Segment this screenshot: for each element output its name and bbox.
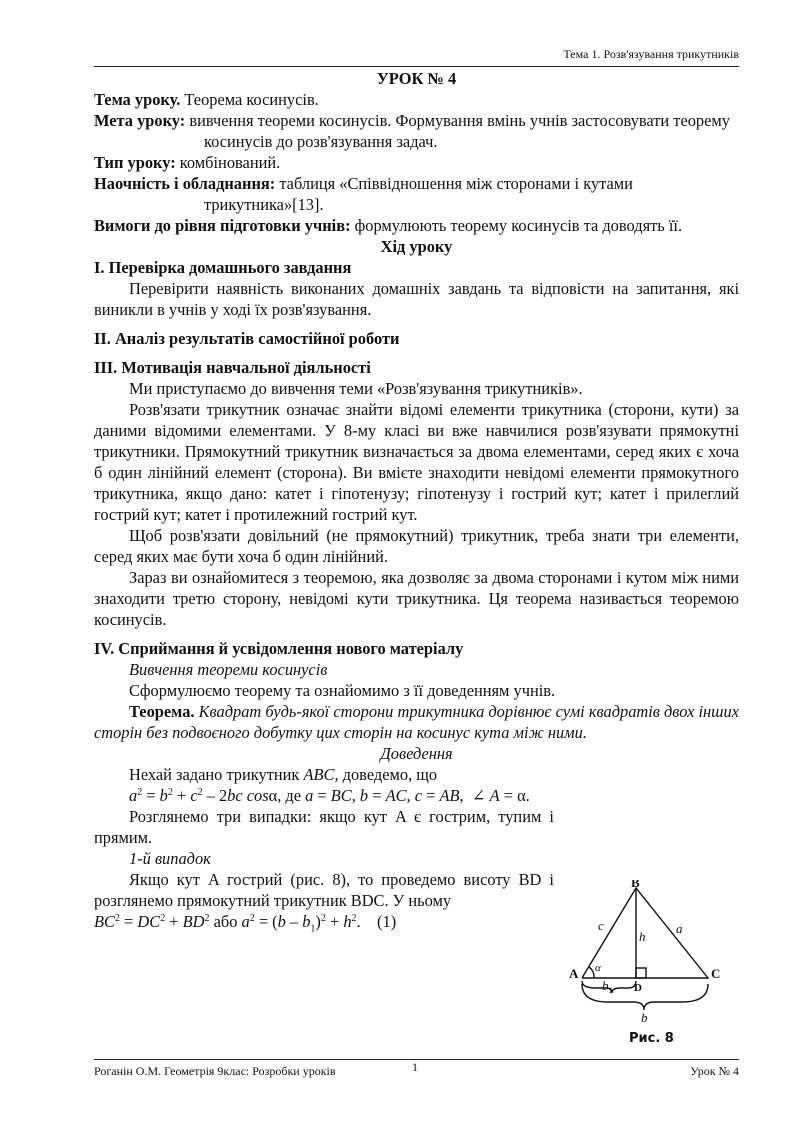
section-2-title: II. Аналіз результатів самостійної роботи — [94, 329, 400, 348]
running-head: Тема 1. Розв'язування трикутників — [563, 47, 739, 61]
proof-text — [94, 764, 554, 935]
side-a-label: a — [676, 921, 683, 936]
goal-label: Мета уроку: — [94, 111, 186, 130]
theorem-label: Теорема. — [129, 702, 195, 721]
vertex-c-label: C — [711, 966, 721, 981]
figure-caption: Рис. 8 — [629, 1031, 674, 1046]
proof-title: Доведення — [380, 744, 453, 763]
vertex-b-label: B — [631, 880, 640, 890]
section-3-paragraph-4: Зараз ви ознайомитеся з теоремою, яка дозволяє за двома сторонами і кутом між ними знаходити третю сторону, невідомі кути трикутника. Ця теорема називається теоремою косинусів. — [94, 568, 739, 629]
theorem — [94, 701, 739, 743]
proof-paragraph-1: Нехай задано трикутник ABC, доведемо, що — [129, 765, 438, 784]
equipment-value: таблиця «Співвідношення між сторонами і кутами трикутника»[13]. — [204, 174, 633, 214]
topic-value: Теорема косинусів. — [180, 90, 319, 109]
case-1-formula: $BC^2 = DC^2 + BD^2$ або $a^2 = (b - b_1)^2 + h^2$. (1) — [94, 912, 397, 935]
equipment-line — [94, 173, 739, 215]
section-3-paragraph-1: Ми приступаємо до вивчення теми «Розв'язування трикутників». — [129, 379, 583, 398]
theorem-text: Квадрат будь-якої сторони трикутника дорівнює сумі квадратів двох інших сторін без подвоєного добутку цих сторін на косинус кута між ними. — [94, 702, 739, 742]
case-1-text: Якщо кут A гострий (рис. 8), то проведемо висоту BD і розглянемо прямокутний трикутник BDC. У ньому — [94, 870, 554, 910]
section-4-title: IV. Сприймання й усвідомлення нового матеріалу — [94, 639, 464, 658]
triangle-figure — [568, 880, 738, 1050]
section-4-subtitle: Вивчення теореми косинусів — [129, 660, 328, 679]
section-3-paragraph-2: Розв'язати трикутник означає знайти відомі елементи трикутника (сторони, кути) за даними відомими елементами. У 8-му класі ви вже навчилися розв'язувати прямокутні трикутники. Прямокутний трикутник визначається за двома елементами, серед яких є хоча б один лінійний елемент (сторона). Ви вмієте знаходити невідомі елементи прямокутного трикутника, якщо дано: катет і гіпотенузу; гіпотенузу і гострий кут; катет і прилеглий гострий кут; катет і протилежний гострий кут. — [94, 400, 739, 524]
requirements-line — [94, 215, 739, 236]
right-angle-mark — [636, 968, 646, 978]
type-line — [94, 152, 739, 173]
page — [94, 0, 739, 1123]
section-1-paragraph: Перевірити наявність виконаних домашніх завдань та відповісти на запитання, які виникли в учнів у ході їх розв'язування. — [94, 279, 739, 319]
angle-label: α — [595, 962, 601, 974]
proof-paragraph-3: Розглянемо три випадки: якщо кут A є гострим, тупим і прямим. — [94, 807, 554, 847]
lesson-title: УРОК № 4 — [376, 69, 457, 88]
angle-arc — [589, 967, 594, 978]
document-body — [94, 68, 739, 935]
requirements-label: Вимоги до рівня підготовки учнів: — [94, 216, 351, 235]
topic-line — [94, 89, 739, 110]
side-c-label: c — [598, 918, 604, 933]
requirements-value: формулюють теорему косинусів та доводять її. — [350, 216, 683, 235]
footer-lesson: Урок № 4 — [690, 1064, 739, 1078]
case-1-title: 1-й випадок — [129, 849, 211, 868]
topic-label: Тема уроку. — [94, 90, 181, 109]
section-1-title: I. Перевірка домашнього завдання — [94, 258, 352, 277]
section-3-title: III. Мотивація навчальної діяльності — [94, 358, 371, 377]
header-rule — [94, 66, 739, 67]
footer-author: Роганін О.М. Геометрія 9клас: Розробки уроків — [94, 1064, 336, 1078]
proof-formula: $a^2 = b^2 + c^2 - 2bc$ cosα, де a = BC, b = AC, c = AB, ∠ A = α. — [129, 786, 530, 805]
segment-b1-label: $b_1$ — [602, 978, 613, 995]
vertex-a-label: A — [569, 966, 579, 981]
segment-b-label: b — [641, 1010, 648, 1025]
section-3-paragraph-3: Щоб розв'язати довільний (не прямокутний) трикутник, треба знати три елементи, серед яких має бути хоча б один лінійний. — [94, 526, 739, 566]
vertex-d-label: D — [634, 982, 642, 994]
goal-value: вивчення теореми косинусів. Формування вмінь учнів застосовувати теорему косинусів до розв'язування задач. — [185, 111, 730, 151]
type-value: комбінований. — [175, 153, 281, 172]
height-label: h — [639, 929, 646, 944]
page-number: 1 — [412, 1060, 418, 1074]
section-4-paragraph-1: Сформулюємо теорему та ознайомимо з її доведенням учнів. — [129, 681, 556, 700]
progress-title: Хід уроку — [380, 237, 453, 256]
goal-line — [94, 110, 739, 152]
equipment-label: Наочність і обладнання: — [94, 174, 276, 193]
type-label: Тип уроку: — [94, 153, 176, 172]
